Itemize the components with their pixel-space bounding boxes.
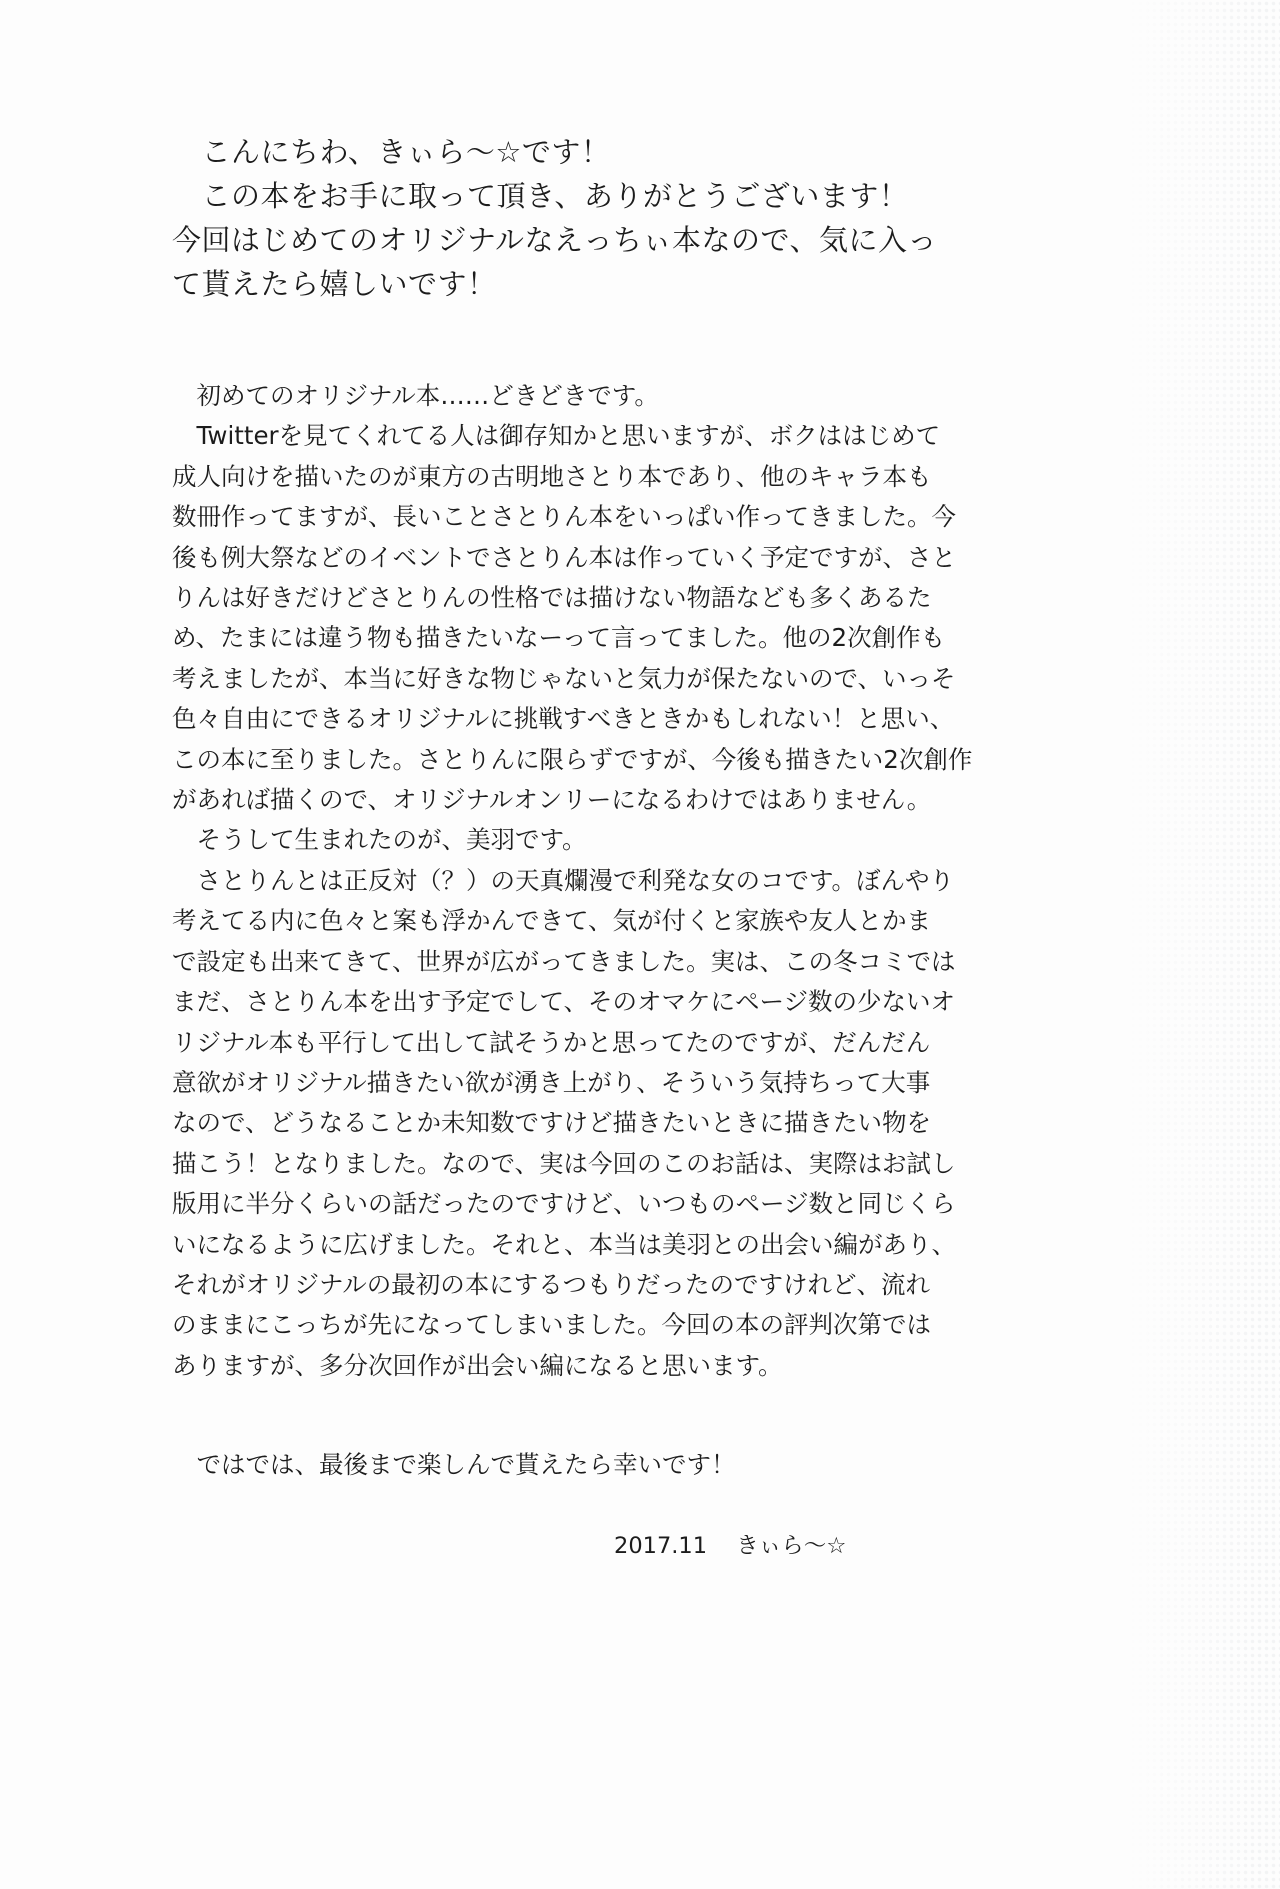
greeting-line: この本をお手に取って頂き、ありがとうございます！ bbox=[172, 179, 909, 213]
body-line: め、たまには違う物も描きたいなーって言ってました。他の2次創作も bbox=[172, 623, 946, 653]
body-line: なので、どうなることか未知数ですけど描きたいときに描きたい物を bbox=[172, 1108, 932, 1138]
body-line: 後も例大祭などのイベントでさとりん本は作っていく予定ですが、さと bbox=[172, 542, 956, 572]
body-line: いになるように広げました。それと、本当は美羽との出会い編があり、 bbox=[172, 1229, 956, 1259]
closing-line: ではでは、最後まで楽しんで貰えたら幸いです！ bbox=[172, 1450, 736, 1479]
greeting-line: て貰えたら嬉しいです！ bbox=[172, 267, 497, 301]
body-line: リジナル本も平行して出して試そうかと思ってたのですが、だんだん bbox=[172, 1027, 931, 1057]
greeting-paragraph bbox=[172, 130, 937, 306]
body-line: 意欲がオリジナル描きたい欲が湧き上がり、そういう気持ちって大事 bbox=[172, 1067, 931, 1097]
signature-author: きぃら～☆ bbox=[736, 1533, 847, 1559]
body-line: 成人向けを描いたのが東方の古明地さとり本であり、他のキャラ本も bbox=[172, 461, 932, 491]
body-line: 考えてる内に色々と案も浮かんできて、気が付くと家族や友人とかま bbox=[172, 906, 932, 936]
body-line: Twitterを見てくれてる人は御存知かと思いますが、ボクははじめて bbox=[172, 421, 941, 451]
body-line: 数冊作ってますが、長いことさとりん本をいっぱい作ってきました。今 bbox=[172, 502, 956, 532]
body-line: まだ、さとりん本を出す予定でして、そのオマケにページ数の少ないオ bbox=[172, 987, 956, 1017]
signature-date: 2017.11 bbox=[614, 1533, 708, 1559]
body-line: さとりんとは正反対（？）の天真爛漫で利発な女のコです。ぼんやり bbox=[172, 865, 955, 895]
body-line: 版用に半分くらいの話だったのですけど、いつものページ数と同じくら bbox=[172, 1189, 956, 1219]
body-line: 描こう！となりました。なので、実は今回のこのお話は、実際はお試し bbox=[172, 1148, 956, 1178]
body-line: で設定も出来てきて、世界が広がってきました。実は、この冬コミでは bbox=[172, 946, 956, 976]
body-line: ありますが、多分次回作が出会い編になると思います。 bbox=[172, 1350, 783, 1380]
body-line: それがオリジナルの最初の本にするつもりだったのですけれど、流れ bbox=[172, 1269, 931, 1299]
body-line: 色々自由にできるオリジナルに挑戦すべきときかもしれない！と思い、 bbox=[172, 704, 955, 734]
greeting-line: こんにちわ、きぃら～☆です！ bbox=[172, 135, 611, 169]
body-line: があれば描くので、オリジナルオンリーになるわけではありません。 bbox=[172, 785, 932, 815]
body-line: この本に至りました。さとりんに限らずですが、今後も描きたい2次創作 bbox=[172, 744, 973, 774]
afterword-body bbox=[172, 376, 973, 1386]
body-line: 初めてのオリジナル本……どきどきです。 bbox=[172, 381, 659, 410]
body-line: りんは好きだけどさとりんの性格では描けない物語なども多くあるた bbox=[172, 583, 932, 613]
body-line: 考えましたが、本当に好きな物じゃないと気力が保たないので、いっそ bbox=[172, 663, 956, 693]
greeting-line: 今回はじめてのオリジナルなえっちぃ本なので、気に入っ bbox=[172, 223, 937, 257]
signature bbox=[614, 1528, 846, 1564]
body-line: のままにこっちが先になってしまいました。今回の本の評判次第では bbox=[172, 1310, 932, 1340]
body-line: そうして生まれたのが、美羽です。 bbox=[172, 825, 587, 855]
halftone-edge bbox=[1130, 0, 1280, 1889]
